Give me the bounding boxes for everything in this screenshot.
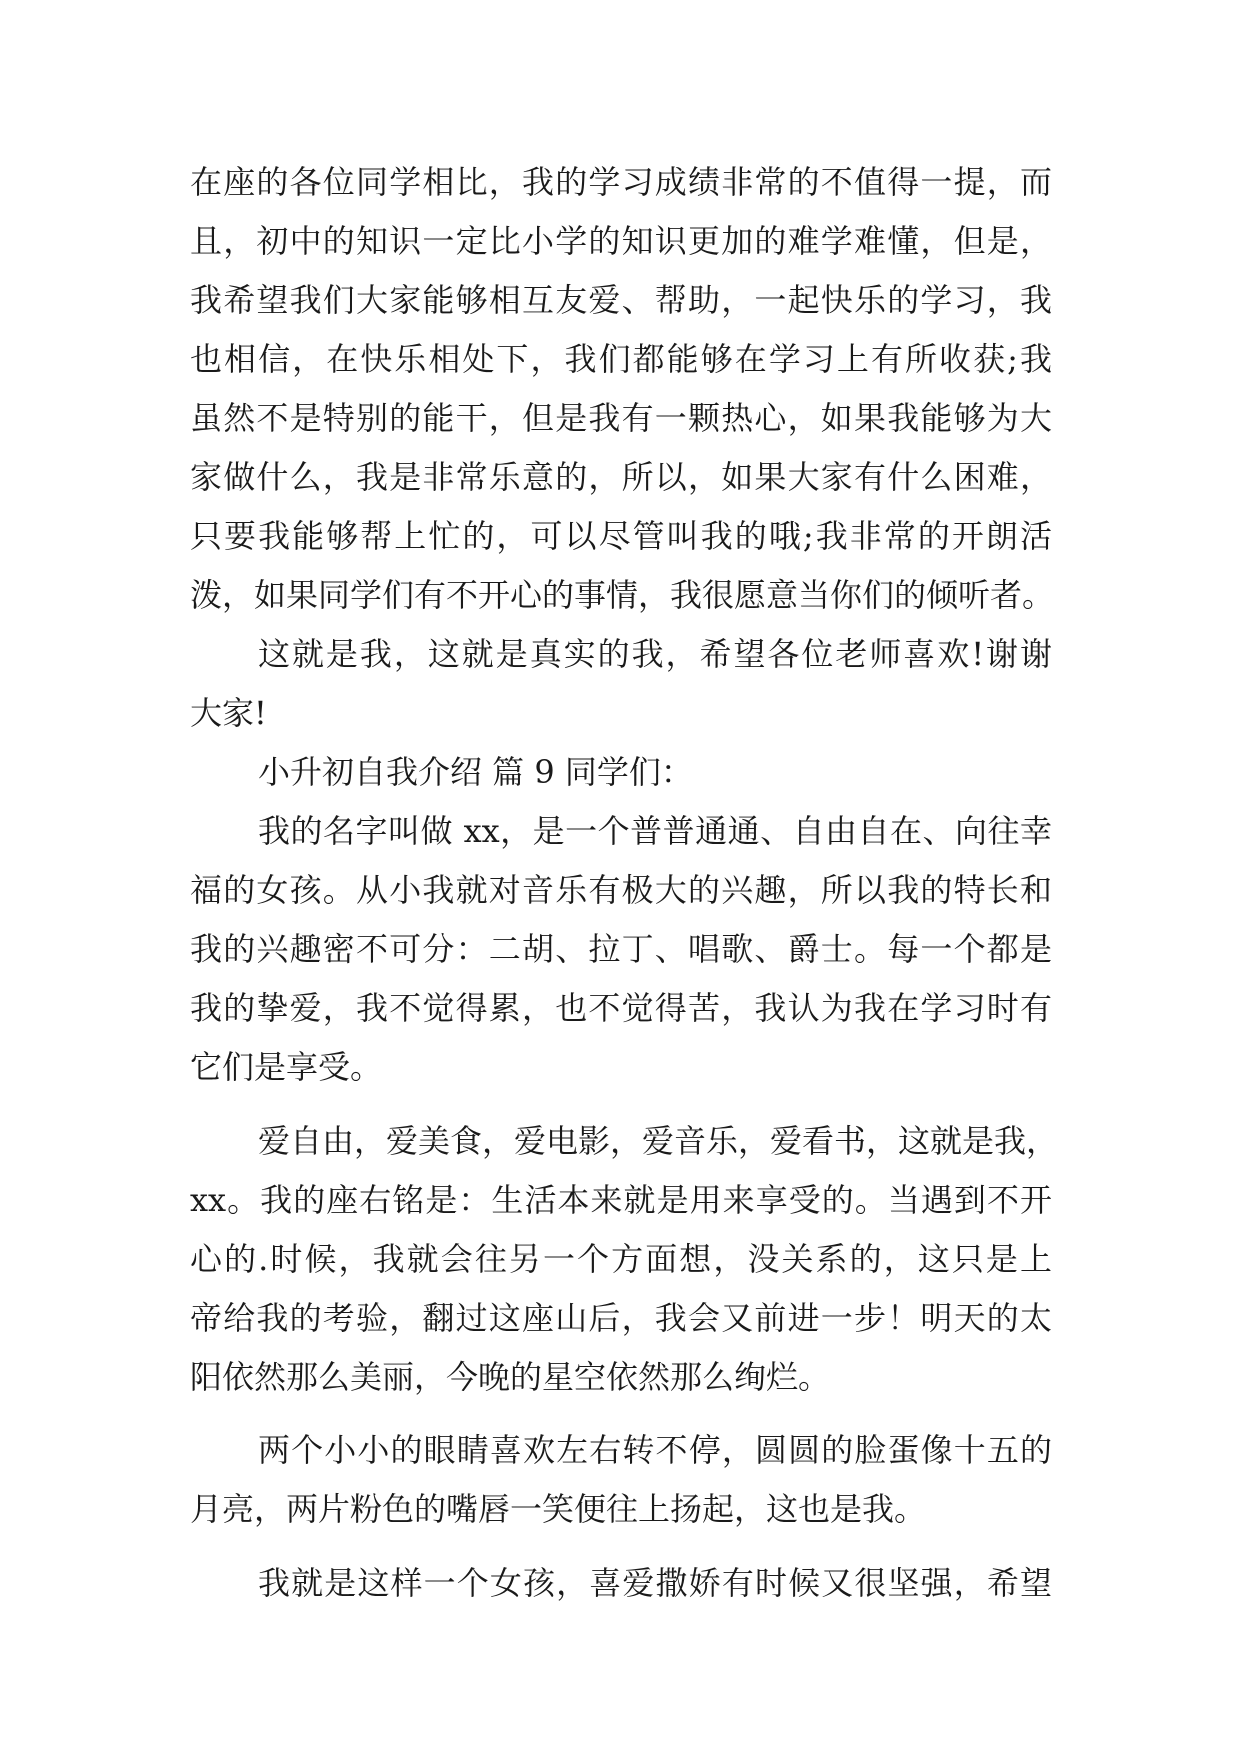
text-line: 虽然不是特别的能干，但是我有一颗热心，如果我能够为大: [190, 399, 1052, 437]
paragraph-first-line: 这就是我，这就是真实的我，希望各位老师喜欢!谢谢: [258, 635, 1052, 673]
text-line: 大家!: [190, 694, 267, 732]
text-line: 我希望我们大家能够相互友爱、帮助，一起快乐的学习，我: [190, 281, 1052, 319]
text-line: 只要我能够帮上忙的，可以尽管叫我的哦;我非常的开朗活: [190, 517, 1052, 555]
paragraph-first-line: 我的名字叫做 xx，是一个普普通通、自由自在、向往幸: [258, 812, 1052, 850]
text-line: 在座的各位同学相比，我的学习成绩非常的不值得一提，而: [190, 163, 1052, 201]
text-line: 泼，如果同学们有不开心的事情，我很愿意当你们的倾听者。: [190, 576, 1055, 614]
paragraph-first-line: 两个小小的眼睛喜欢左右转不停，圆圆的脸蛋像十五的: [258, 1431, 1052, 1469]
text-line: 家做什么，我是非常乐意的，所以，如果大家有什么困难，: [190, 458, 1052, 496]
text-line: 阳依然那么美丽，今晚的星空依然那么绚烂。: [190, 1358, 831, 1396]
text-line: 它们是享受。: [190, 1048, 383, 1086]
paragraph-first-line: 爱自由，爱美食，爱电影，爱音乐，爱看书，这就是我，: [258, 1122, 1059, 1160]
text-line: 也相信，在快乐相处下，我们都能够在学习上有所收获;我: [190, 340, 1052, 378]
text-line: 心的.时候，我就会往另一个方面想，没关系的，这只是上: [190, 1240, 1052, 1278]
section-heading: 小升初自我介绍 篇 9 同学们：: [258, 753, 693, 791]
text-line: 福的女孩。从小我就对音乐有极大的兴趣，所以我的特长和: [190, 871, 1052, 909]
text-line: 帝给我的考验，翻过这座山后，我会又前进一步！明天的太: [190, 1299, 1052, 1337]
text-line: 我的兴趣密不可分：二胡、拉丁、唱歌、爵士。每一个都是: [190, 930, 1052, 968]
text-line: xx。我的座右铭是：生活本来就是用来享受的。当遇到不开: [190, 1181, 1052, 1219]
text-line: 且，初中的知识一定比小学的知识更加的难学难懂，但是，: [190, 222, 1052, 260]
paragraph-first-line: 我就是这样一个女孩，喜爱撒娇有时候又很坚强，希望: [258, 1564, 1052, 1602]
text-line: 我的挚爱，我不觉得累，也不觉得苦，我认为我在学习时有: [190, 989, 1052, 1027]
text-line: 月亮，两片粉色的嘴唇一笑便往上扬起，这也是我。: [190, 1490, 927, 1528]
